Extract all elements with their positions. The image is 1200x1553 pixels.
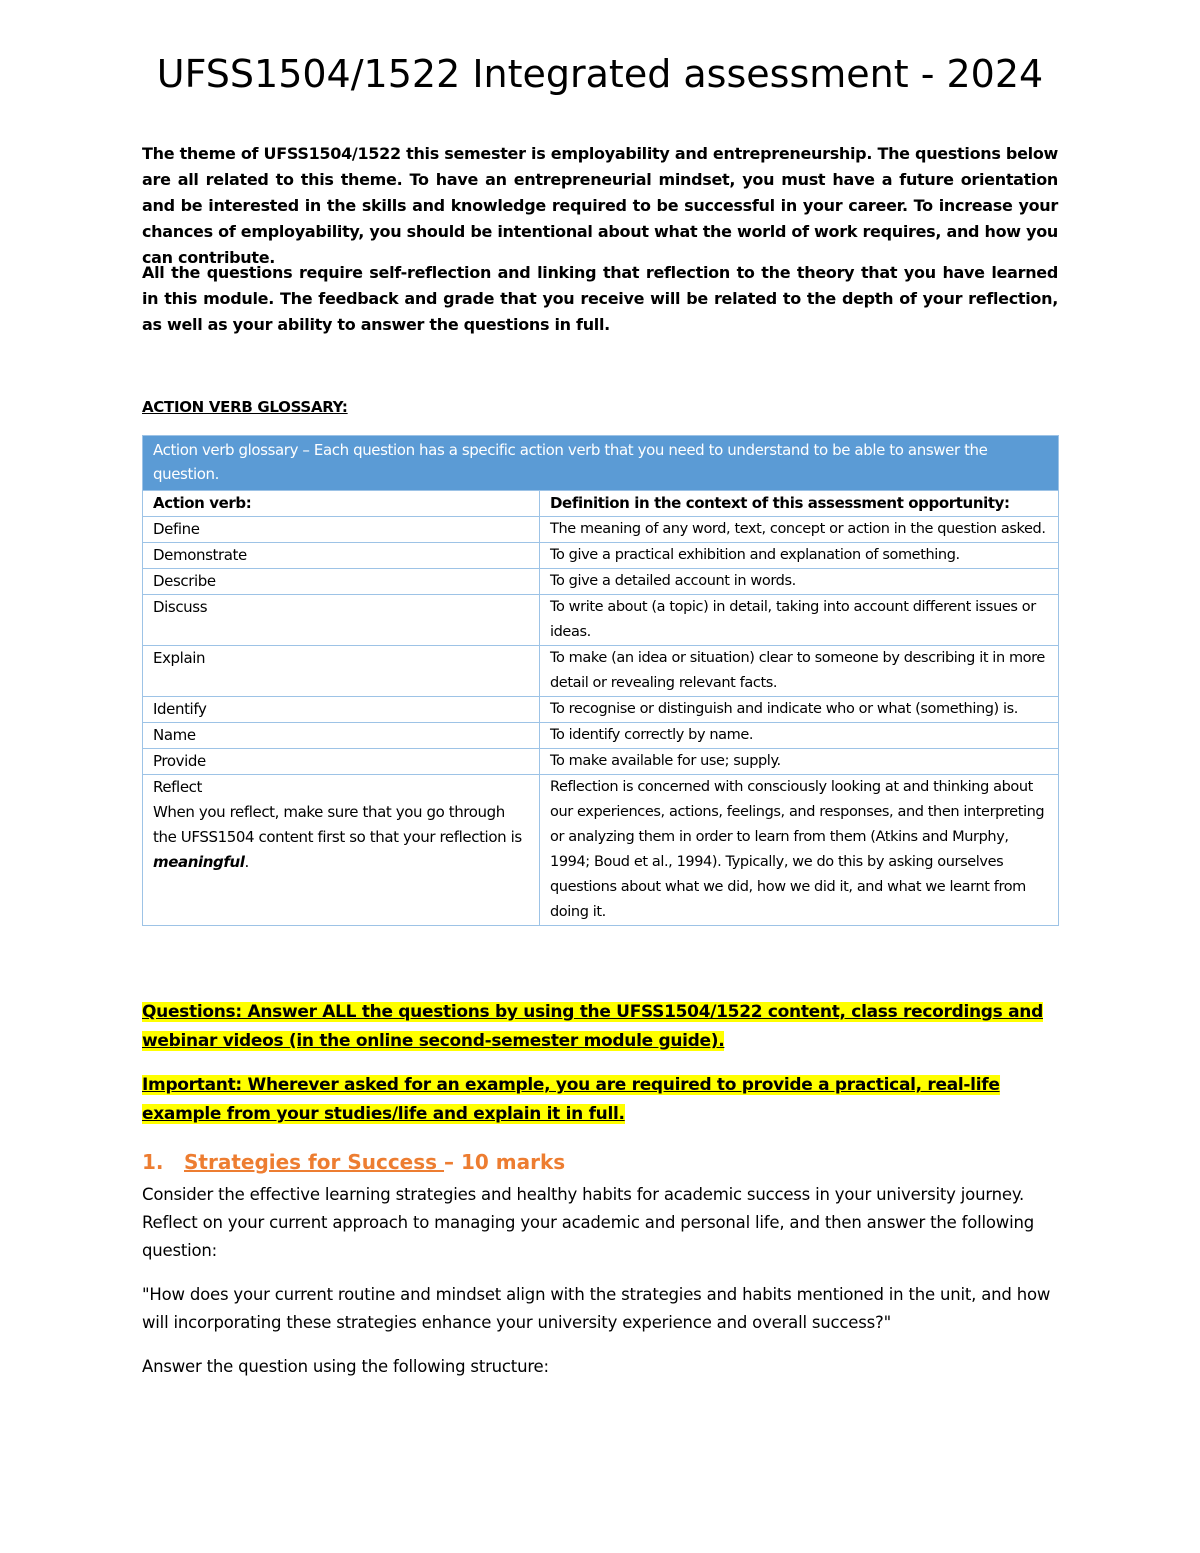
column-header-verb: Action verb:: [143, 491, 540, 517]
verb-label: Reflect: [153, 778, 202, 796]
intro-paragraph: The theme of UFSS1504/1522 this semester is employability and entrepreneurship. The questions below are all related to this theme. To have an entrepreneurial mindset, you must have a future orientation and be interested in the skills and knowledge required to be successful in your career. To increase your chances of employability, you should be intentional about what the world of work requires, and how you can contribute.: [142, 144, 1058, 267]
verb-cell: Identify: [143, 697, 540, 723]
definition-cell: Reflection is concerned with consciously looking at and thinking about our experiences, actions, feelings, and responses, and then interpreting or analyzing them in order to learn from them (Atkins and Murphy, 1994; Boud et al., 1994). Typically, we do this by asking ourselves questions about what we did, how we did it, and what we learnt from doing it.: [540, 775, 1059, 926]
section-marks: – 10 marks: [444, 1150, 566, 1174]
reflect-note-suffix: .: [244, 853, 249, 871]
verb-cell: Describe: [143, 569, 540, 595]
verb-cell: Provide: [143, 749, 540, 775]
definition-cell: To make available for use; supply.: [540, 749, 1059, 775]
section-title: Strategies for Success: [184, 1150, 445, 1174]
reflect-note: [153, 800, 529, 875]
definition-cell: To make (an idea or situation) clear to someone by describing it in more detail or revealing relevant facts.: [540, 646, 1059, 697]
reflect-note-text: When you reflect, make sure that you go through the UFSS1504 content first so that your reflection is: [153, 803, 522, 846]
table-row: [143, 697, 1059, 723]
page-title: UFSS1504/1522 Integrated assessment - 2024: [156, 52, 1044, 96]
section-heading: [142, 1148, 565, 1176]
table-header: Action verb glossary – Each question has a specific action verb that you need to understand to be able to answer the question.: [143, 436, 1059, 491]
reflect-note-emphasis: meaningful: [153, 853, 245, 871]
table-row-reflect: [143, 775, 1059, 926]
verb-cell: Discuss: [143, 595, 540, 646]
definition-cell: To recognise or distinguish and indicate who or what (something) is.: [540, 697, 1059, 723]
table-header-row: [143, 436, 1059, 491]
definition-cell: To give a practical exhibition and explanation of something.: [540, 543, 1059, 569]
questions-note: [142, 998, 1058, 1056]
definition-cell: To write about (a topic) in detail, taking into account different issues or ideas.: [540, 595, 1059, 646]
table-row: [143, 517, 1059, 543]
section-number: 1.: [142, 1150, 164, 1174]
highlighted-text: Important: Wherever asked for an example, you are required to provide a practical, real-life example from your studies/life and explain it in full.: [142, 1075, 1000, 1124]
definition-cell: The meaning of any word, text, concept or action in the question asked.: [540, 517, 1059, 543]
table-row: [143, 569, 1059, 595]
intro-paragraph: All the questions require self-reflection and linking that reflection to the theory that you have learned in this module. The feedback and grade that you receive will be related to the depth of your reflection, as well as your ability to answer the questions in full.: [142, 263, 1058, 334]
important-note: [142, 1071, 1058, 1129]
table-row: [143, 723, 1059, 749]
definition-cell: To give a detailed account in words.: [540, 569, 1059, 595]
verb-cell: Demonstrate: [143, 543, 540, 569]
section-question: "How does your current routine and mindset align with the strategies and habits mentioned in the unit, and how will incorporating these strategies enhance your university experience and overall success?": [142, 1285, 1051, 1332]
column-header-definition: Definition in the context of this assessment opportunity:: [540, 491, 1059, 517]
glossary-table: [142, 435, 1059, 926]
verb-cell: Name: [143, 723, 540, 749]
highlighted-text: Questions: Answer ALL the questions by using the UFSS1504/1522 content, class recordings and webinar videos (in the online second-semester module guide).: [142, 1002, 1043, 1051]
definition-cell: To identify correctly by name.: [540, 723, 1059, 749]
section-instruction: Answer the question using the following structure:: [142, 1357, 549, 1376]
verb-cell: Explain: [143, 646, 540, 697]
table-row: [143, 749, 1059, 775]
table-row: [143, 543, 1059, 569]
verb-cell-reflect: [143, 775, 540, 926]
section-paragraph: Consider the effective learning strategies and healthy habits for academic success in your university journey. Reflect on your current approach to managing your academic and personal life, and then answer the following question:: [142, 1185, 1035, 1260]
table-column-header-row: [143, 491, 1059, 517]
table-row: [143, 595, 1059, 646]
verb-cell: Define: [143, 517, 540, 543]
glossary-heading: ACTION VERB GLOSSARY:: [142, 398, 348, 416]
table-row: [143, 646, 1059, 697]
